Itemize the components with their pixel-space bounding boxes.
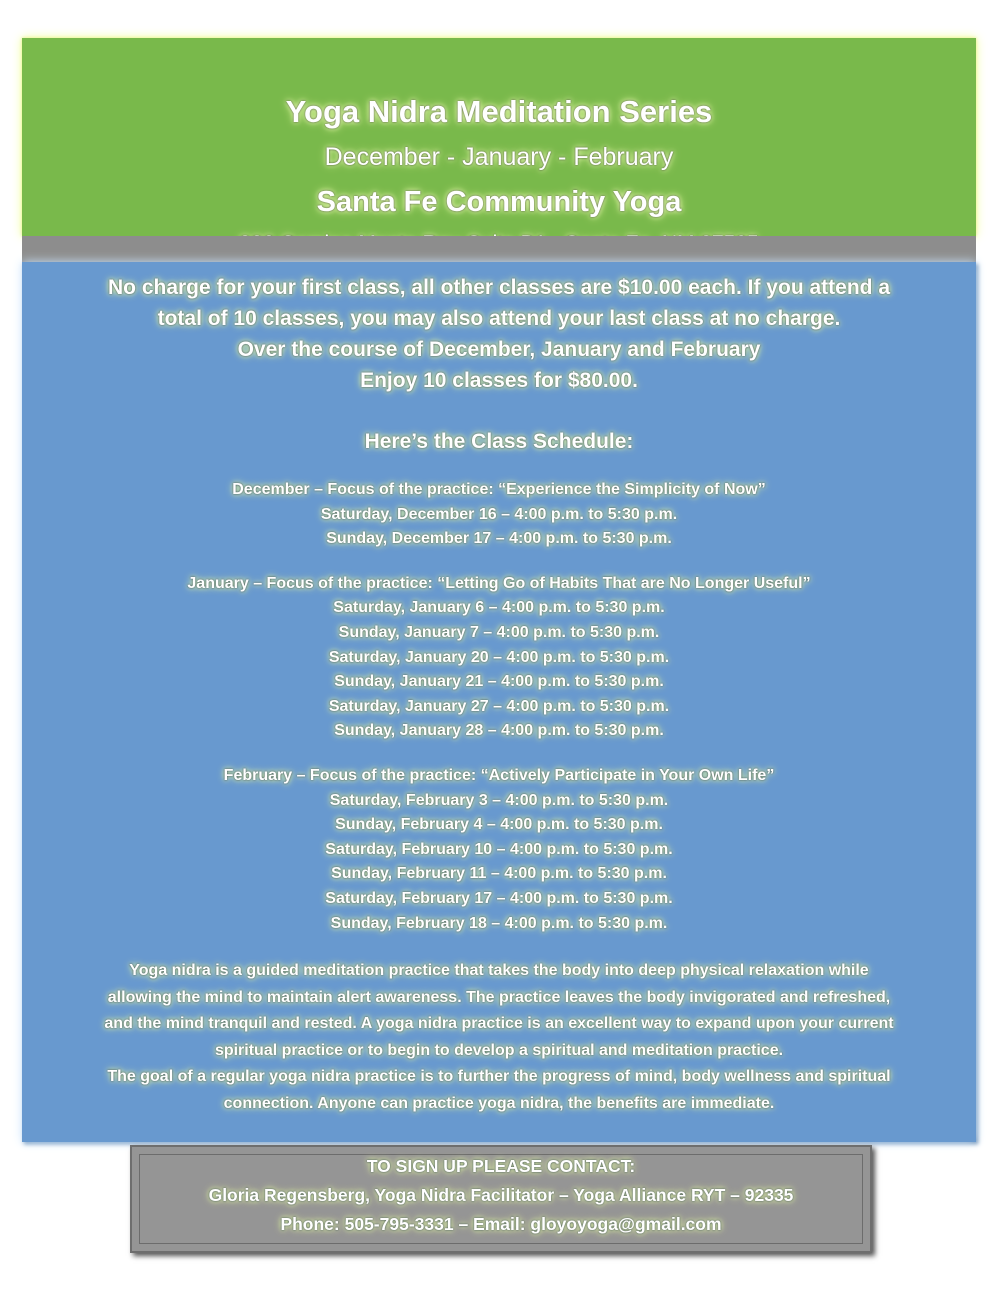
- pricing-info: [22, 272, 976, 396]
- february-schedule: [22, 764, 976, 936]
- contact-heading: TO SIGN UP PLEASE CONTACT:: [366, 1156, 636, 1176]
- session-item: Sunday, January 7 – 4:00 p.m. to 5:30 p.m.: [338, 623, 660, 641]
- session-item: Sunday, January 21 – 4:00 p.m. to 5:30 p.m.: [334, 673, 664, 691]
- contact-inner-frame: [139, 1154, 863, 1244]
- session-item: Saturday, February 3 – 4:00 p.m. to 5:30 p.m.: [329, 791, 669, 809]
- month-focus: December – Focus of the practice: “Experience the Simplicity of Now”: [232, 481, 766, 498]
- session-item: Sunday, December 17 – 4:00 p.m. to 5:30 p.m.: [326, 530, 672, 548]
- session-item: Sunday, February 11 – 4:00 p.m. to 5:30 p.m.: [331, 865, 667, 883]
- december-schedule: [22, 478, 976, 552]
- divider-band: [22, 236, 976, 262]
- contact-box: [130, 1145, 872, 1253]
- header-banner: [22, 38, 976, 236]
- session-item: Saturday, January 6 – 4:00 p.m. to 5:30 p.m.: [333, 599, 665, 617]
- session-item: Sunday, January 28 – 4:00 p.m. to 5:30 p.m.: [334, 722, 664, 740]
- session-item: Saturday, February 17 – 4:00 p.m. to 5:30 p.m.: [325, 889, 673, 907]
- january-schedule: [22, 572, 976, 744]
- facilitator-info: Gloria Regensberg, Yoga Nidra Facilitator – Yoga Alliance RYT – 92335: [208, 1185, 794, 1205]
- pricing-line: Enjoy 10 classes for $80.00.: [360, 369, 638, 392]
- month-focus: February – Focus of the practice: “Actively Participate in Your Own Life”: [223, 766, 775, 784]
- session-item: Sunday, February 18 – 4:00 p.m. to 5:30 p.m.: [330, 914, 668, 932]
- series-months: December - January - February: [324, 143, 674, 171]
- description-line: Yoga nidra is a guided meditation practice that takes the body into deep physical relaxation while: [129, 962, 869, 980]
- session-item: Saturday, January 20 – 4:00 p.m. to 5:30 p.m.: [328, 648, 670, 666]
- phone-email: Phone: 505-795-3331 – Email: gloyoyoga@gmail.com: [280, 1214, 722, 1234]
- pricing-line: Over the course of December, January and February: [237, 338, 761, 361]
- description-line: connection. Anyone can practice yoga nidra, the benefits are immediate.: [223, 1095, 775, 1113]
- description-line: and the mind tranquil and rested. A yoga nidra practice is an excellent way to expand upon your current: [104, 1015, 894, 1033]
- studio-name: Santa Fe Community Yoga: [316, 186, 682, 218]
- month-focus: January – Focus of the practice: “Letting Go of Habits That are No Longer Useful”: [187, 574, 811, 592]
- session-item: Saturday, January 27 – 4:00 p.m. to 5:30 p.m.: [328, 697, 670, 715]
- pricing-line: total of 10 classes, you may also attend your last class at no charge.: [157, 307, 841, 330]
- session-item: Sunday, February 4 – 4:00 p.m. to 5:30 p.m.: [335, 816, 663, 834]
- session-item: Saturday, December 16 – 4:00 p.m. to 5:30 p.m.: [320, 505, 678, 523]
- description-line: allowing the mind to maintain alert awareness. The practice leaves the body invigorated and refreshed,: [107, 988, 891, 1006]
- yoga-nidra-description: [22, 958, 976, 1118]
- main-panel: [22, 262, 976, 1142]
- session-item: Saturday, February 10 – 4:00 p.m. to 5:30 p.m.: [325, 840, 673, 858]
- schedule-heading: Here’s the Class Schedule:: [364, 430, 634, 453]
- description-line: The goal of a regular yoga nidra practice is to further the progress of mind, body wellness and spiritual: [107, 1068, 891, 1086]
- pricing-line: No charge for your first class, all other classes are $10.00 each. If you attend a: [108, 276, 890, 299]
- description-line: spiritual practice or to begin to develop a spiritual and meditation practice.: [214, 1041, 784, 1059]
- flyer-title: Yoga Nidra Meditation Series: [285, 94, 713, 129]
